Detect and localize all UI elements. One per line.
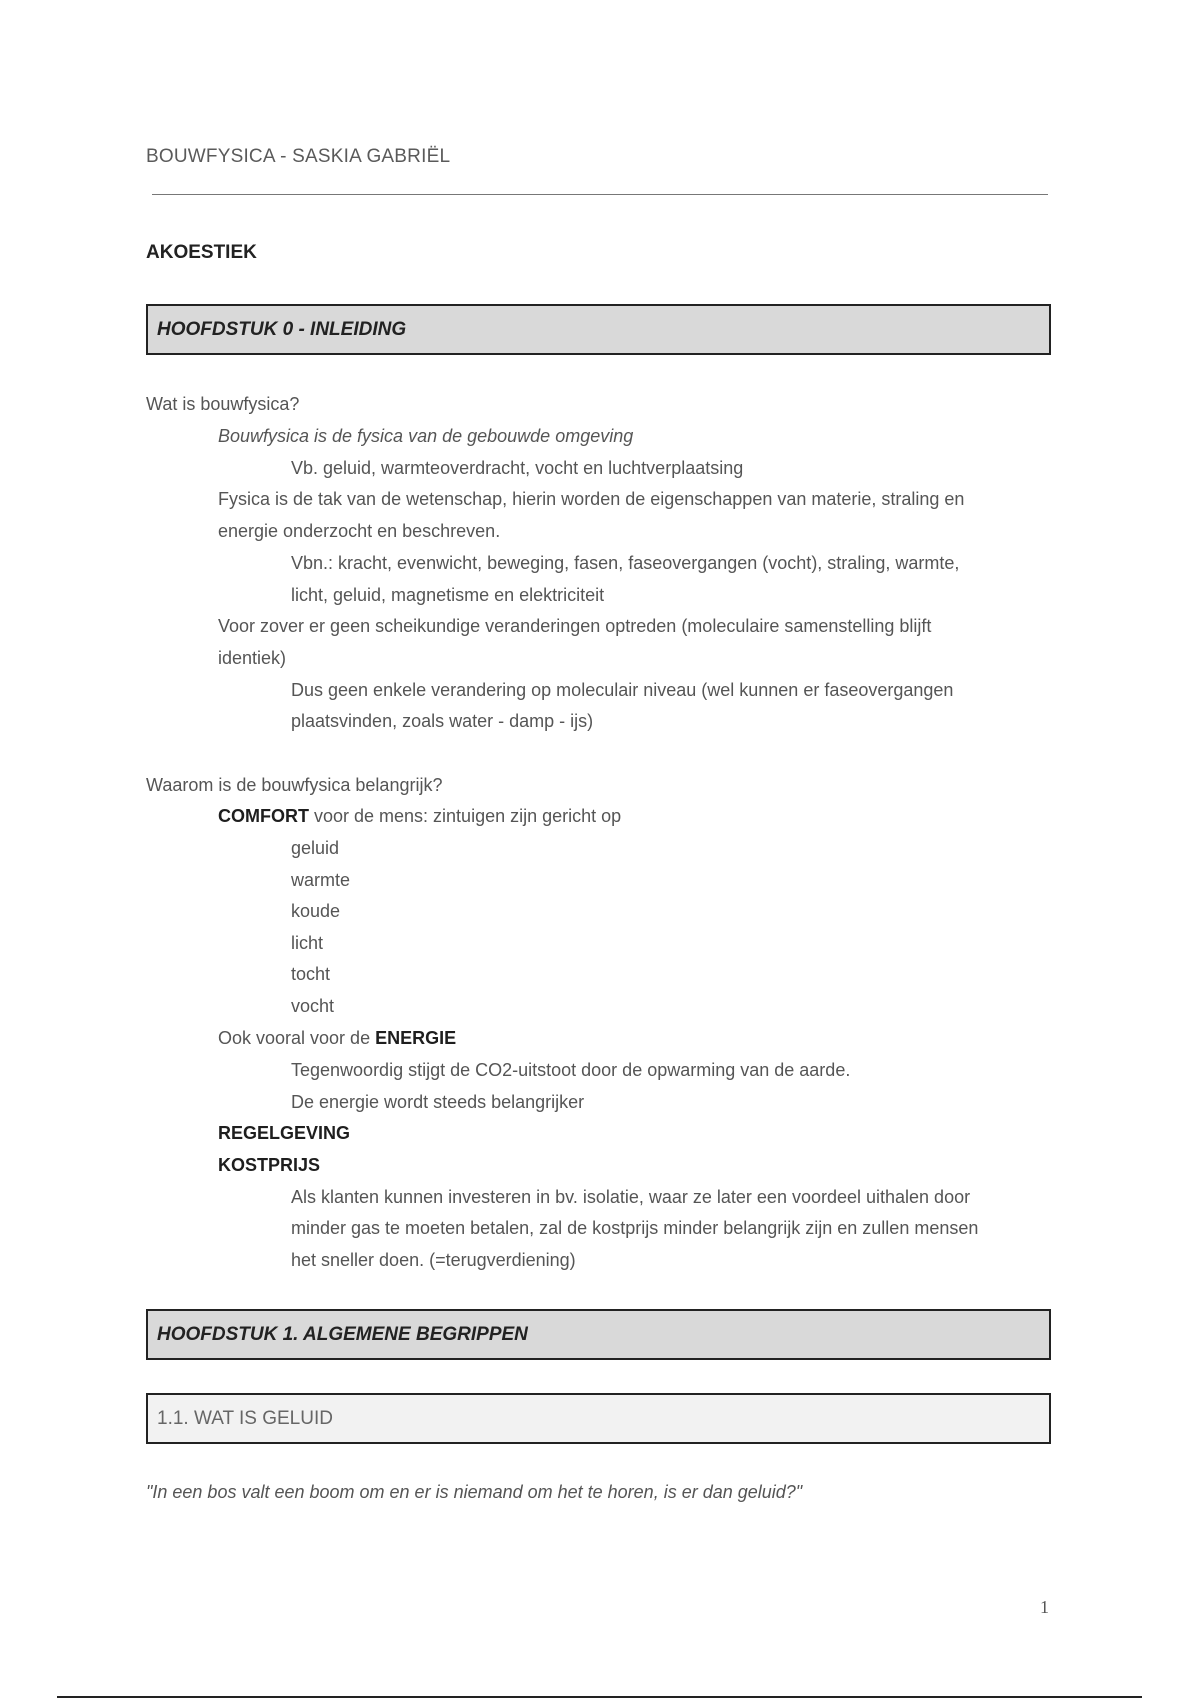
energie-detail-1: Tegenwoordig stijgt de CO2-uitstoot door de opwarming van de aarde. [291,1060,851,1080]
sense-item: warmte [291,870,351,890]
voor-zover-line-1: Voor zover er geen scheikundige veranderingen optreden (moleculaire samenstelling blijft [218,616,932,636]
energie-detail-2: De energie wordt steeds belangrijker [291,1092,585,1112]
fysica-line-1: Fysica is de tak van de wetenschap, hierin worden de eigenschappen van materie, straling en [218,489,965,509]
example-line: Vb. geluid, warmteoverdracht, vocht en luchtverplaatsing [291,458,744,478]
sense-item: tocht [291,964,331,984]
examples-line-2: licht, geluid, magnetisme en elektriciteit [291,585,605,605]
voor-zover-line-2: identiek) [218,648,287,668]
comfort-text: voor de mens: zintuigen zijn gericht op [308,806,622,826]
chapter-0-heading [146,304,1051,355]
section-1-1-title: 1.1. WAT IS GELUID [157,1408,333,1429]
sense-item: vocht [291,996,335,1016]
energie-line [218,1026,456,1050]
kostprijs-line-1: Als klanten kunnen investeren in bv. isolatie, waar ze later een voordeel uithalen door [291,1187,971,1207]
examples-line-1: Vbn.: kracht, evenwicht, beweging, fasen, faseovergangen (vocht), straling, warmte, [291,553,960,573]
question-why-important: Waarom is de bouwfysica belangrijk? [146,775,443,795]
dus-line-1: Dus geen enkele verandering op moleculair niveau (wel kunnen er faseovergangen [291,680,954,700]
quote-line: "In een bos valt een boom om en er is niemand om het te horen, is er dan geluid?" [146,1482,803,1502]
sense-item: koude [291,901,341,921]
document-header: BOUWFYSICA - SASKIA GABRIËL [146,146,451,167]
definition-line: Bouwfysica is de fysica van de gebouwde omgeving [218,426,634,446]
question-what-is: Wat is bouwfysica? [146,394,300,414]
sense-item: geluid [291,838,340,858]
page-number: 1 [1040,1597,1049,1617]
section-label: AKOESTIEK [146,242,257,263]
footer-divider [57,1696,1142,1698]
chapter-1-title: HOOFDSTUK 1. ALGEMENE BEGRIPPEN [157,1324,528,1345]
kostprijs-keyword: KOSTPRIJS [218,1155,321,1175]
regelgeving-keyword: REGELGEVING [218,1123,351,1143]
energie-text: Ook vooral voor de [218,1028,376,1048]
comfort-keyword: COMFORT [218,806,309,826]
energie-keyword: ENERGIE [375,1028,457,1048]
chapter-0-title: HOOFDSTUK 0 - INLEIDING [157,319,407,340]
kostprijs-line-3: het sneller doen. (=terugverdiening) [291,1250,576,1270]
section-1-1-heading [146,1393,1051,1444]
chapter-1-heading [146,1309,1051,1360]
comfort-line [218,804,621,828]
dus-line-2: plaatsvinden, zoals water - damp - ijs) [291,711,594,731]
kostprijs-line-2: minder gas te moeten betalen, zal de kostprijs minder belangrijk zijn en zullen mensen [291,1218,979,1238]
sense-item: licht [291,933,324,953]
fysica-line-2: energie onderzocht en beschreven. [218,521,501,541]
header-divider [152,194,1048,195]
